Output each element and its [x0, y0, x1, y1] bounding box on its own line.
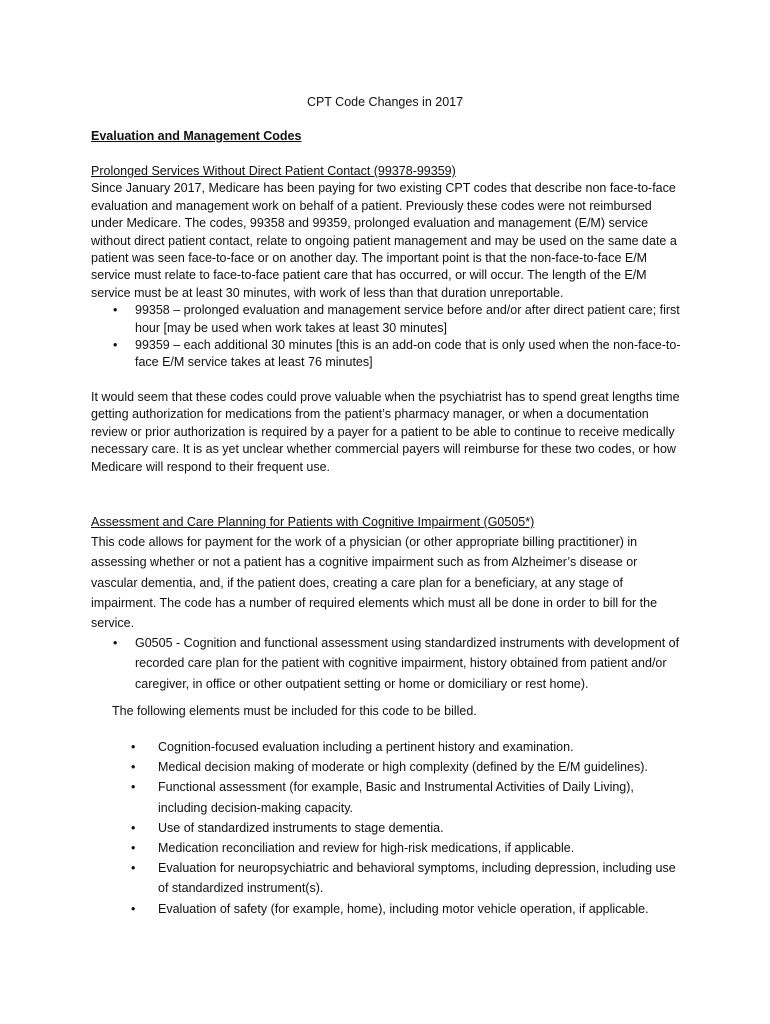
- list-item-text: Cognition-focused evaluation including a pertinent history and examination.: [158, 740, 574, 754]
- list-item-text: Medication reconciliation and review for high-risk medications, if applicable.: [158, 841, 575, 856]
- elements-intro: The following elements must be included for this code to be billed.: [112, 704, 477, 718]
- commentary-paragraph: It would seem that these codes could prove valuable when the psychiatrist has to spend great lengths time getting authorization for medications from the patient’s pharmacy manager, or when a documentation review or prior authorization is required by a payer for a patient to be able to continue to receive medically necessary care. It is as yet unclear whether commercial payers will reimburse for these two codes, or how Medicare will respond to their frequent use.: [91, 390, 680, 474]
- list-item-text: Use of standardized instruments to stage dementia.: [158, 820, 444, 835]
- bullet-icon: •: [131, 740, 136, 754]
- list-item-text: Medical decision making of moderate or high complexity (defined by the E/M guidelines).: [158, 760, 648, 775]
- list-item: [91, 737, 686, 757]
- bullet-icon: •: [131, 861, 136, 876]
- prolonged-services-heading: Prolonged Services Without Direct Patient Contact (99378-99359): [91, 164, 456, 178]
- prolonged-services-paragraph: Since January 2017, Medicare has been paying for two existing CPT codes that describe non face-to-face evaluation and management work on behalf of a patient. Previously these codes were not reimbursed under Medicare. The codes, 99358 and 99359, prolonged evaluation and management (E/M) service without direct patient contact, relate to ongoing patient management and may be used on the same date a patient was seen face-to-face or on another day. The important point is that the non-face-to-face E/M service must relate to face-to-face patient care that has occurred, or will occur. The length of the E/M service must be at least 30 minutes, with work of less than that duration unreportable.: [91, 181, 677, 300]
- assessment-section: [91, 512, 686, 694]
- list-item: [91, 838, 686, 858]
- bullet-icon: •: [113, 636, 118, 651]
- prolonged-codes-list: [91, 302, 686, 372]
- page-title: CPT Code Changes in 2017: [306, 95, 464, 109]
- bullet-icon: •: [131, 901, 136, 916]
- required-elements-section: [91, 737, 686, 919]
- bullet-icon: •: [113, 338, 118, 353]
- required-elements-list: [91, 737, 686, 919]
- list-item: [91, 757, 686, 777]
- prolonged-services-section: [91, 163, 686, 372]
- list-item-text: G0505 - Cognition and functional assessment using standardized instruments with development of recorded care plan for the patient with cognitive impairment, history obtained from patient and/or caregiver, in office or other outpatient setting or home or domiciliary or rest home).: [135, 636, 680, 691]
- list-item-text: Functional assessment (for example, Basic and Instrumental Activities of Daily Living), including decision-making capacity.: [158, 780, 634, 815]
- bullet-icon: •: [131, 841, 136, 856]
- list-item: [91, 818, 686, 838]
- list-item: [91, 777, 686, 817]
- bullet-icon: •: [113, 303, 118, 318]
- list-item: [91, 337, 686, 372]
- assessment-heading: Assessment and Care Planning for Patients with Cognitive Impairment (G0505*): [91, 515, 535, 529]
- list-item: [91, 899, 686, 919]
- bullet-icon: •: [131, 760, 136, 775]
- list-item-text: Evaluation of safety (for example, home), including motor vehicle operation, if applicable.: [158, 901, 649, 916]
- section-heading: Evaluation and Management Codes: [91, 129, 302, 143]
- list-item: [91, 858, 686, 898]
- list-item-text: 99359 – each additional 30 minutes [this is an add-on code that is only used when the non-face-to-face E/M service takes at least 76 minutes]: [135, 338, 681, 370]
- list-item: [91, 302, 686, 337]
- bullet-icon: •: [131, 820, 136, 835]
- commentary-section: [91, 389, 686, 476]
- assessment-paragraph: This code allows for payment for the work of a physician (or other appropriate billing practitioner) in assessing whether or not a patient has a cognitive impairment such as from Alzheimer’s disease or vascular dementia, and, if the patient does, creating a care plan for a beneficiary, at any stage of impairment. The code has a number of required elements which must all be done in order to bill for the service.: [91, 535, 658, 631]
- list-item: [91, 633, 686, 694]
- list-item-text: Evaluation for neuropsychiatric and behavioral symptoms, including depression, including use of standardized instrument(s).: [158, 861, 676, 896]
- assessment-code-list: [91, 633, 686, 694]
- bullet-icon: •: [131, 780, 136, 795]
- list-item-text: 99358 – prolonged evaluation and management service before and/or after direct patient care; first hour [may be used when work takes at least 30 minutes]: [135, 303, 680, 335]
